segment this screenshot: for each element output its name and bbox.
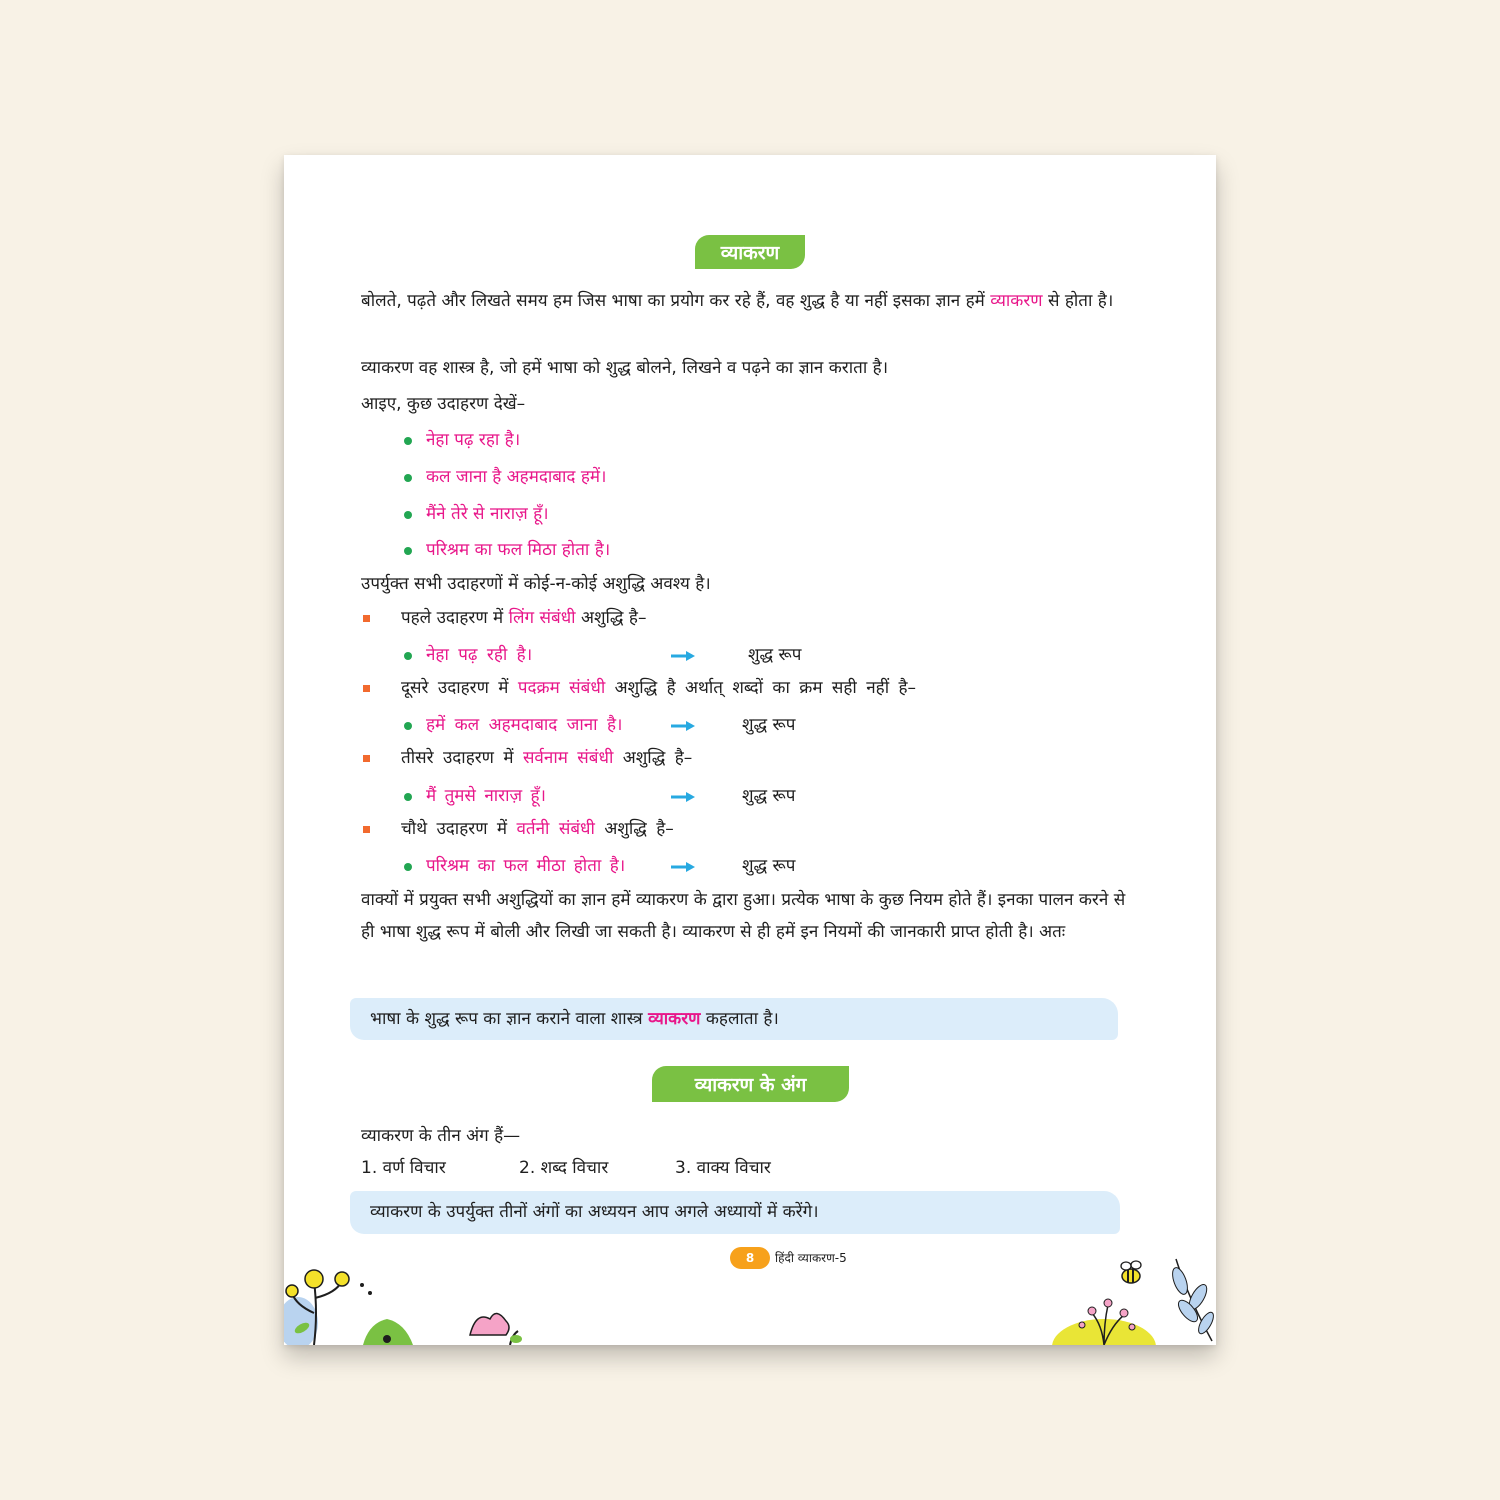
leaf-icon (359, 1313, 419, 1345)
section-heading-vyakaran-ke-ang: व्याकरण के अंग (652, 1066, 849, 1102)
part-item: 1. वर्ण विचार (361, 1158, 446, 1178)
arrow-right-icon (669, 649, 697, 663)
correction-rest: अशुद्धि है– (594, 819, 674, 839)
square-marker (363, 826, 370, 833)
correction-intro: चौथे उदाहरण में (401, 819, 517, 839)
correction-intro: दूसरे उदाहरण में (401, 678, 518, 698)
highlight-term: व्याकरण (990, 291, 1043, 311)
page-number-badge: 8 (730, 1247, 770, 1269)
note-text: व्याकरण के उपर्युक्त तीनों अंगों का अध्ययन आप अगले अध्यायों में करेंगे। (370, 1202, 819, 1222)
part-item: 3. वाक्य विचार (675, 1158, 771, 1178)
arrow-right-icon (669, 860, 697, 874)
correction-rest: अशुद्धि है अर्थात् शब्दों का क्रम सही नहीं है– (605, 678, 917, 698)
definition-statement (370, 1008, 779, 1030)
correct-form-label: शुद्ध रूप (742, 786, 796, 806)
leaf-icon (1168, 1257, 1216, 1345)
correct-form-label: शुद्ध रूप (748, 645, 802, 665)
arrow-right-icon (669, 719, 697, 733)
section-heading-vyakaran: व्याकरण (695, 235, 805, 269)
parts-intro: व्याकरण के तीन अंग हैं— (361, 1126, 521, 1146)
intro-text: बोलते, पढ़ते और लिखते समय हम जिस भाषा का प्रयोग कर रहे हैं, वह शुद्ध है या नहीं इसका ज्ञान हमें (361, 291, 991, 311)
corrected-sentence: परिश्रम का फल मीठा होता है। (426, 856, 626, 876)
correction-rest: अशुद्धि है– (613, 748, 693, 768)
bullet-dot (404, 511, 412, 519)
corrected-sentence: हमें कल अहमदाबाद जाना है। (426, 715, 623, 735)
definition-text: भाषा के शुद्ध रूप का ज्ञान कराने वाला शास्त्र (370, 1009, 649, 1029)
correction-rest: अशुद्धि है– (575, 608, 647, 628)
example-item: परिश्रम का फल मिठा होता है। (426, 540, 611, 560)
corrected-sentence: नेहा पढ़ रही है। (426, 645, 533, 665)
arrow-right-icon (669, 790, 697, 804)
example-item: नेहा पढ़ रहा है। (426, 430, 521, 450)
highlight-term: व्याकरण (648, 1009, 701, 1029)
correction-explanation (401, 677, 916, 699)
correction-explanation (401, 747, 692, 769)
corrected-sentence: मैं तुमसे नाराज़ हूँ। (426, 786, 547, 806)
flower-icon (466, 1305, 526, 1345)
correct-form-label: शुद्ध रूप (742, 715, 796, 735)
correction-intro: तीसरे उदाहरण में (401, 748, 523, 768)
definition-paragraph: व्याकरण वह शास्त्र है, जो हमें भाषा को शुद्ध बोलने, लिखने व पढ़ने का ज्ञान कराता है। (361, 358, 889, 378)
error-type: सर्वनाम संबंधी (522, 748, 614, 768)
square-marker (363, 685, 370, 692)
correction-intro: पहले उदाहरण में (401, 608, 509, 628)
bullet-dot (404, 474, 412, 482)
book-title: हिंदी व्याकरण-5 (775, 1251, 847, 1265)
bullet-dot (404, 722, 412, 730)
bullet-dot (404, 652, 412, 660)
bullet-dot (404, 863, 412, 871)
conclusion-paragraph: वाक्यों में प्रयुक्त सभी अशुद्धियों का ज्ञान हमें व्याकरण के द्वारा हुआ। प्रत्येक भाषा के कुछ नियम होते हैं। इनका पालन करने से ही भाषा शुद्ध रूप में बोली और लिखी जा सकती है। व्याकरण से ही हमें इन नियमों की जानकारी प्राप्त होती है। अतः (361, 890, 1126, 942)
correction-explanation (401, 607, 646, 629)
correct-form-label: शुद्ध रूप (742, 856, 796, 876)
error-type: वर्तनी संबंधी (516, 819, 595, 839)
bullet-dot (404, 437, 412, 445)
examples-intro: आइए, कुछ उदाहरण देखें– (361, 394, 526, 414)
bee-icon (1114, 1257, 1148, 1291)
errors-summary: उपर्युक्त सभी उदाहरणों में कोई-न-कोई अशुद्धि अवश्य है। (361, 574, 711, 594)
part-item: 2. शब्द विचार (519, 1158, 609, 1178)
example-item: कल जाना है अहमदाबाद हमें। (426, 467, 607, 487)
square-marker (363, 615, 370, 622)
intro-paragraph (361, 285, 1141, 318)
example-item: मैंने तेरे से नाराज़ हूँ। (426, 504, 549, 524)
flower-icon (1052, 1295, 1157, 1345)
definition-text-end: कहलाता है। (700, 1009, 779, 1029)
correction-explanation (401, 818, 674, 840)
bullet-dot (404, 547, 412, 555)
intro-text-end: से होता है। (1042, 291, 1114, 311)
bullet-dot (404, 793, 412, 801)
error-type: पदक्रम संबंधी (517, 678, 606, 698)
square-marker (363, 755, 370, 762)
textbook-page (284, 155, 1216, 1345)
error-type: लिंग संबंधी (508, 608, 576, 628)
